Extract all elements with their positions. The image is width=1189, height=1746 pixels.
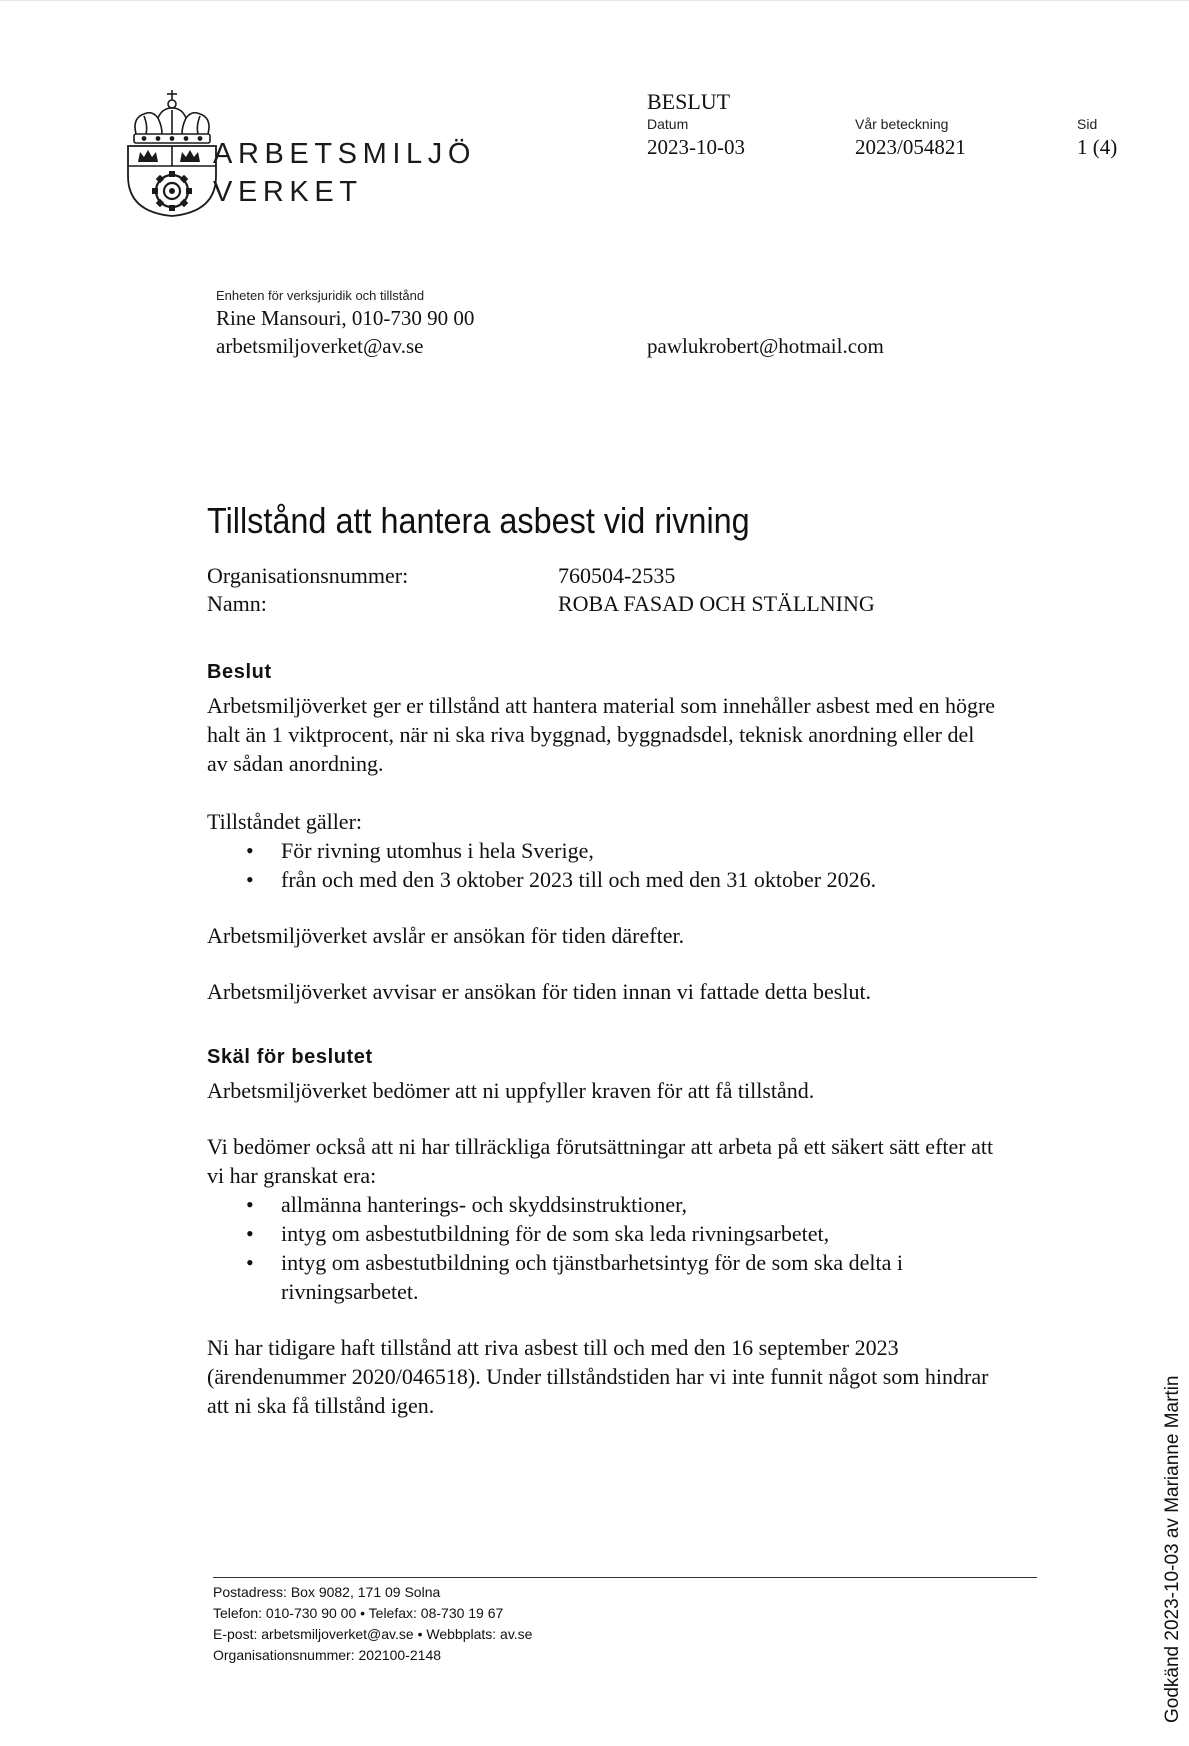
reasons-heading: Skäl för beslutet — [207, 1046, 373, 1068]
page-top-border — [0, 0, 1189, 1]
logo-wordmark-line2: VERKET — [213, 176, 363, 208]
page-label: Sid — [1077, 116, 1098, 132]
footer-postal: Postadress: Box 9082, 171 09 Solna — [213, 1584, 441, 1600]
reference-value: 2023/054821 — [855, 135, 966, 159]
sender-name-phone: Rine Mansouri, 010-730 90 00 — [216, 306, 475, 330]
approval-stamp: Godkänd 2023-10-03 av Marianne Martin — [1162, 1375, 1183, 1723]
bullet-icon: • — [246, 1250, 254, 1275]
validity-label: Tillståndet gäller: — [207, 809, 363, 834]
rejection-text: Arbetsmiljöverket avslår er ansökan för tiden därefter. — [207, 923, 685, 948]
reasons-section — [207, 1076, 1007, 1420]
footer-divider — [213, 1577, 1037, 1578]
decision-heading: Beslut — [207, 661, 272, 683]
logo-wordmark-line1: ARBETSMILJÖ — [213, 138, 477, 170]
page-value: 1 (4) — [1077, 135, 1118, 159]
name-label: Namn: — [207, 591, 267, 616]
bullet-icon: • — [246, 1192, 254, 1217]
date-value: 2023-10-03 — [647, 135, 745, 159]
decision-intro: Arbetsmiljöverket ger er tillstånd att hantera material som innehåller asbest med en högre halt än 1 viktprocent, när ni ska riva byggnad, byggnadsdel, teknisk anordning eller del av sådan anordning. — [207, 693, 996, 776]
recipient-email: pawlukrobert@hotmail.com — [647, 334, 884, 358]
list-item: • från och med den 3 oktober 2023 till och med den 31 oktober 2026. — [246, 867, 877, 892]
sender-unit: Enheten för verksjuridik och tillstånd — [216, 288, 425, 303]
reasons-paragraph-3: Ni har tidigare haft tillstånd att riva asbest till och med den 16 september 2023 (ärendenummer 2020/046518). Under tillståndstiden har vi inte funnit något som hindrar att ni ska få tillstånd igen. — [207, 1335, 989, 1418]
list-item: • intyg om asbestutbildning och tjänstbarhetsintyg för de som ska delta i rivningsarbetet. — [246, 1250, 904, 1304]
dismissal-text: Arbetsmiljöverket avvisar er ansökan för tiden innan vi fattade detta beslut. — [207, 979, 872, 1004]
name-value: ROBA FASAD OCH STÄLLNING — [558, 591, 875, 616]
bullet-icon: • — [246, 838, 254, 863]
footer-phone: Telefon: 010-730 90 00 • Telefax: 08-730 19 67 — [213, 1605, 504, 1621]
footer-org-number: Organisationsnummer: 202100-2148 — [213, 1647, 442, 1663]
date-label: Datum — [647, 116, 689, 132]
list-item: • För rivning utomhus i hela Sverige, — [246, 838, 594, 863]
sender-email: arbetsmiljoverket@av.se — [216, 334, 424, 358]
bullet-icon: • — [246, 867, 254, 892]
validity-list — [207, 836, 997, 894]
footer-email-web: E-post: arbetsmiljoverket@av.se • Webbplats: av.se — [213, 1626, 533, 1642]
org-number-value: 760504-2535 — [558, 563, 676, 588]
list-item: • intyg om asbestutbildning för de som ska leda rivningsarbetet, — [246, 1221, 830, 1246]
reasons-list — [207, 1190, 1007, 1306]
footer — [213, 1582, 532, 1666]
document-type: BESLUT — [647, 89, 731, 114]
decision-section — [207, 691, 997, 1006]
coat-of-arms-icon — [122, 88, 222, 218]
reasons-paragraph-2: Vi bedömer också att ni har tillräckliga förutsättningar att arbeta på ett säkert sätt efter att vi har granskat era: — [207, 1134, 994, 1188]
reasons-paragraph-1: Arbetsmiljöverket bedömer att ni uppfyller kraven för att få tillstånd. — [207, 1078, 815, 1103]
bullet-icon: • — [246, 1221, 254, 1246]
crown-emblem-logo — [122, 88, 222, 218]
org-number-label: Organisationsnummer: — [207, 563, 409, 588]
reference-label: Vår beteckning — [855, 116, 949, 132]
list-item: • allmänna hanterings- och skyddsinstruktioner, — [246, 1192, 688, 1217]
document-title: Tillstånd att hantera asbest vid rivning — [207, 500, 750, 541]
